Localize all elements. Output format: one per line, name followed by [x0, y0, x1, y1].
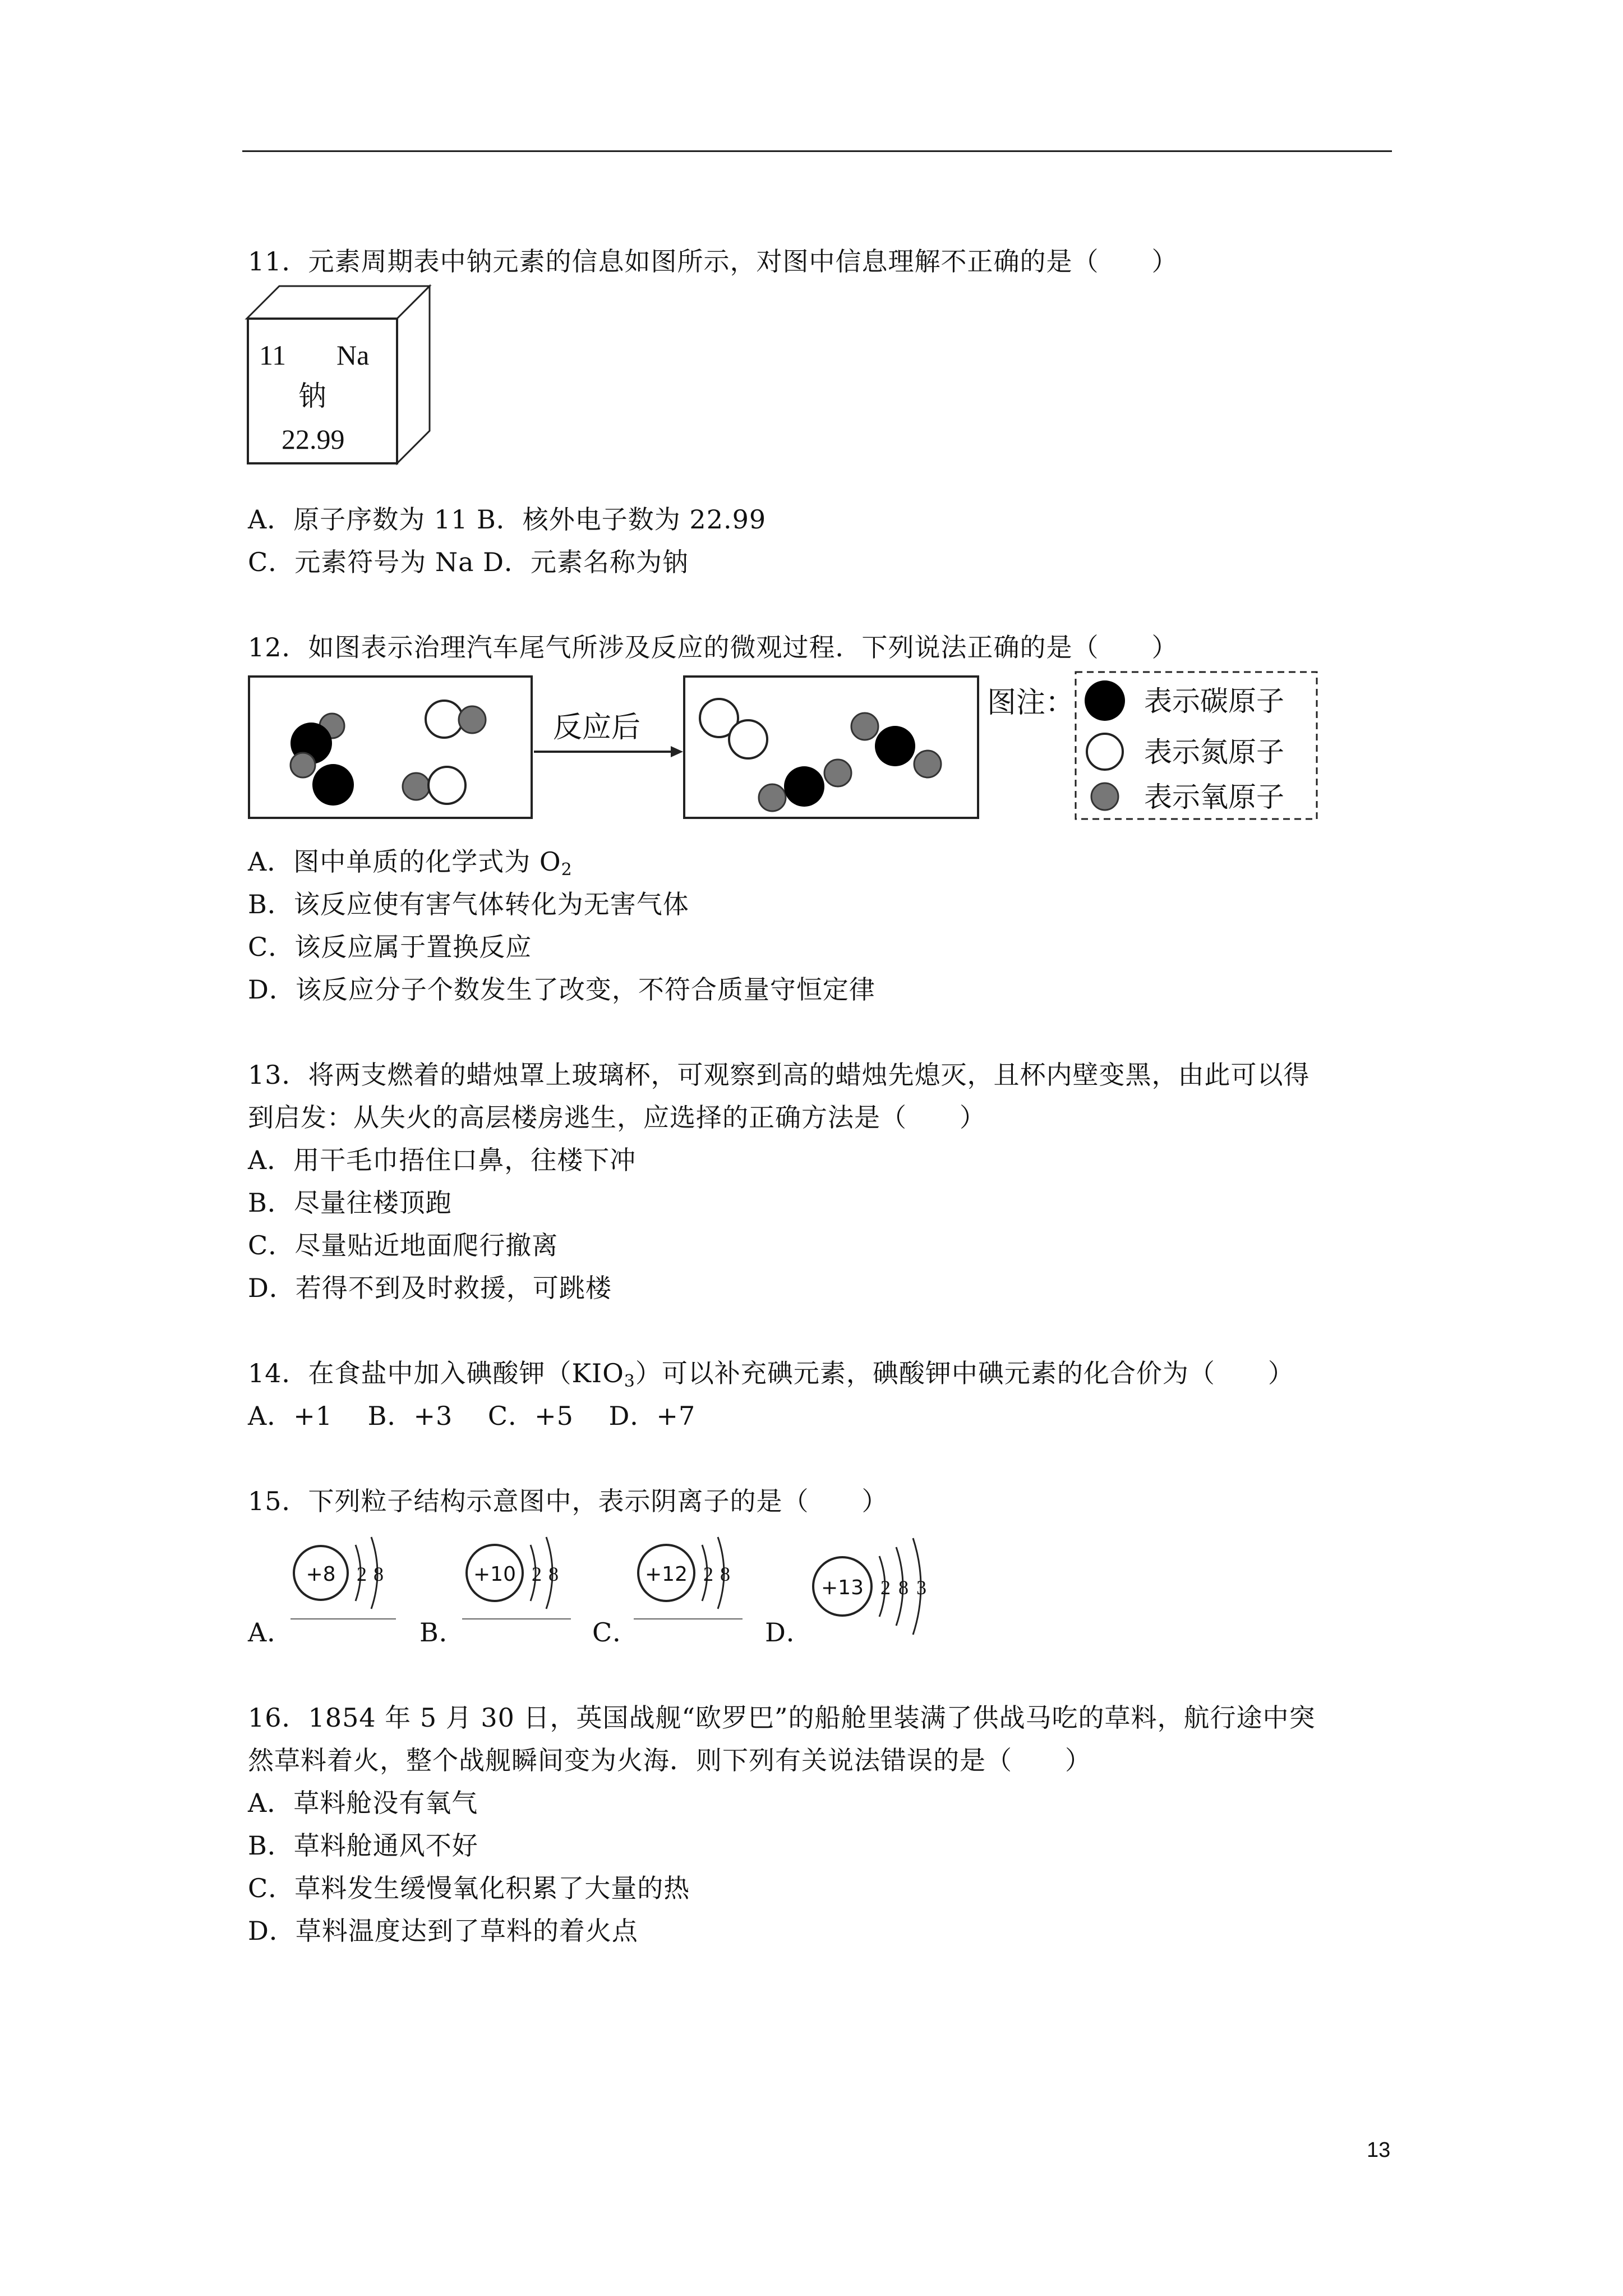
atom-structure-c [633, 1522, 745, 1623]
q15-label-b: B． [419, 1617, 465, 1648]
svg-text:3: 3 [916, 1576, 926, 1599]
svg-text:+10: +10 [473, 1563, 516, 1586]
q13-option-d: D．若得不到及时救援，可跳楼 [248, 1273, 612, 1303]
legend-nitrogen: 表示氮原子 [1144, 736, 1284, 769]
q16-option-a: A．草料舱没有氧气 [248, 1788, 478, 1818]
q14-options: A．+1 B．+3 C．+5 D．+7 [248, 1401, 696, 1431]
sodium-element-card [247, 286, 437, 466]
q15-label-a: A． [248, 1617, 294, 1648]
q13-stem-line2: 到启发：从失火的高层楼房逃生，应选择的正确方法是（ ） [248, 1102, 986, 1133]
q15-stem: 15．下列粒子结构示意图中，表示阴离子的是（ ） [248, 1486, 888, 1516]
q11-options-line2: C．元素符号为 Na D．元素名称为钠 [248, 547, 689, 577]
q11-stem: 11．元素周期表中钠元素的信息如图所示，对图中信息理解不正确的是（ ） [248, 246, 1178, 277]
svg-text:2: 2 [532, 1563, 542, 1585]
q13-option-c: C．尽量贴近地面爬行撤离 [248, 1230, 559, 1260]
atom-structure-a [289, 1522, 402, 1623]
q13-stem-line1: 13．将两支燃着的蜡烛罩上玻璃杯，可观察到高的蜡烛先熄灭，且杯内壁变黑，由此可以得 [248, 1060, 1310, 1090]
q12-option-a: A．图中单质的化学式为 $O_2$ [248, 846, 573, 880]
svg-text:2: 2 [703, 1563, 713, 1585]
header-rule [242, 150, 1392, 152]
page-number: 13 [1367, 2138, 1391, 2162]
legend-carbon: 表示碳原子 [1144, 685, 1284, 717]
q16-option-d: D．草料温度达到了草料的着火点 [248, 1916, 638, 1946]
svg-text:+12: +12 [645, 1563, 688, 1586]
svg-text:2: 2 [357, 1563, 367, 1585]
svg-text:8: 8 [548, 1563, 559, 1585]
svg-text:+13: +13 [821, 1576, 864, 1599]
q14-stem: 14．在食盐中加入碘酸钾$(KIO_3)$可以补充碘元素，碘酸钾中碘元素的化合价为（ ） [248, 1358, 1294, 1391]
q11-options-line1: A．原子序数为 11 B．核外电子数为 22.99 [248, 504, 767, 535]
svg-text:+8: +8 [306, 1563, 336, 1586]
svg-text:8: 8 [374, 1563, 384, 1585]
q13-option-b: B．尽量往楼顶跑 [248, 1188, 452, 1218]
svg-text:2: 2 [880, 1576, 891, 1599]
svg-text:8: 8 [720, 1563, 730, 1585]
q12-option-b: B．该反应使有害气体转化为无害气体 [248, 889, 689, 919]
q16-option-c: C．草料发生缓慢氧化积累了大量的热 [248, 1873, 690, 1903]
element-symbol: Na [336, 339, 370, 371]
element-number: 11 [259, 339, 287, 371]
element-name: 钠 [298, 380, 326, 412]
atom-structure-d [809, 1525, 943, 1648]
q12-option-d: D．该反应分子个数发生了改变，不符合质量守恒定律 [248, 974, 875, 1005]
reaction-diagram [248, 669, 1325, 826]
q16-option-b: B．草料舱通风不好 [248, 1830, 478, 1861]
legend-title: 图注： [987, 686, 1075, 720]
q15-label-c: C． [592, 1617, 639, 1648]
arrow-label: 反应后 [553, 711, 641, 744]
q12-stem: 12．如图表示治理汽车尾气所涉及反应的微观过程．下列说法正确的是（ ） [248, 632, 1178, 662]
atom-structure-b [461, 1522, 573, 1623]
q12-option-c: C．该反应属于置换反应 [248, 932, 532, 962]
q16-stem-line1: 16．1854 年 5 月 30 日，英国战舰“欧罗巴”的船舱里装满了供战马吃的草料，航行途中突 [248, 1703, 1316, 1733]
q16-stem-line2: 然草料着火，整个战舰瞬间变为火海．则下列有关说法错误的是（ ） [248, 1745, 1091, 1775]
element-mass: 22.99 [282, 424, 345, 455]
svg-text:8: 8 [898, 1576, 909, 1599]
q13-option-a: A．用干毛巾捂住口鼻，往楼下冲 [248, 1145, 637, 1175]
legend-oxygen: 表示氧原子 [1144, 781, 1284, 813]
q15-label-d: D． [765, 1617, 813, 1648]
